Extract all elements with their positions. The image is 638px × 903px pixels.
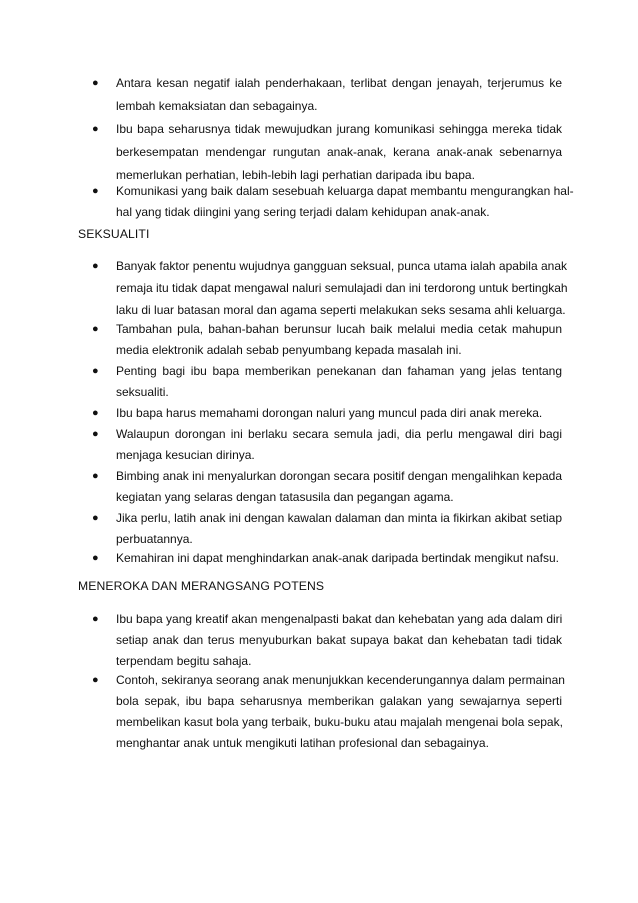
text-line: Ibu bapa seharusnya tidak mewujudkan jurang komunikasi sehingga mereka tidak	[116, 122, 562, 136]
bullet-icon: ●	[92, 323, 99, 335]
text-line: Bimbing anak ini menyalurkan dorongan secara positif dengan mengalihkan kepada	[116, 469, 562, 483]
bullet-icon: ●	[92, 470, 99, 482]
bullet-icon: ●	[92, 613, 99, 625]
text-line: seksualiti.	[116, 385, 169, 399]
text-line: laku di luar batasan moral dan agama seperti melakukan seks sesama ahli keluarga.	[116, 303, 566, 317]
section-heading: SEKSUALITI	[78, 227, 150, 241]
text-line: Ibu bapa harus memahami dorongan naluri yang muncul pada diri anak mereka.	[116, 406, 543, 420]
text-line: menjaga kesucian dirinya.	[116, 448, 255, 462]
text-line: Contoh, sekiranya seorang anak menunjukkan kecenderungannya dalam permainan	[116, 673, 565, 687]
text-line: Jika perlu, latih anak ini dengan kawalan dalaman dan minta ia fikirkan akibat setiap	[116, 511, 562, 525]
text-line: remaja itu tidak dapat mengawal naluri semulajadi dan ini terdorong untuk bertingkah	[116, 281, 568, 295]
text-line: Ibu bapa yang kreatif akan mengenalpasti bakat dan kehebatan yang ada dalam diri	[116, 612, 563, 626]
bullet-icon: ●	[92, 123, 99, 135]
bullet-icon: ●	[92, 407, 99, 419]
bullet-icon: ●	[92, 365, 99, 377]
text-line: hal yang tidak diingini yang sering terjadi dalam kehidupan anak-anak.	[116, 205, 490, 219]
text-line: Kemahiran ini dapat menghindarkan anak-anak daripada bertindak mengikut nafsu.	[116, 551, 559, 565]
text-line: Komunikasi yang baik dalam sesebuah keluarga dapat membantu mengurangkan hal-	[116, 184, 574, 198]
text-line: lembah kemaksiatan dan sebagainya.	[116, 99, 318, 113]
bullet-icon: ●	[92, 185, 99, 197]
text-line: perbuatannya.	[116, 532, 193, 546]
bullet-icon: ●	[92, 674, 99, 686]
text-line: terpendam begitu sahaja.	[116, 654, 252, 668]
bullet-icon: ●	[92, 77, 99, 89]
text-line: Banyak faktor penentu wujudnya gangguan seksual, punca utama ialah apabila anak	[116, 259, 567, 273]
bullet-icon: ●	[92, 552, 99, 564]
text-line: Antara kesan negatif ialah penderhakaan, terlibat dengan jenayah, terjerumus ke	[116, 76, 562, 90]
text-line: kegiatan yang selaras dengan tatasusila dan pegangan agama.	[116, 490, 454, 504]
text-line: memerlukan perhatian, lebih-lebih lagi perhatian daripada ibu bapa.	[116, 168, 475, 182]
text-line: Walaupun dorongan ini berlaku secara semula jadi, dia perlu mengawal diri bagi	[116, 427, 562, 441]
text-line: media elektronik adalah sebab penyumbang kepada masalah ini.	[116, 343, 462, 357]
text-line: berkesempatan mendengar rungutan anak-anak, kerana anak-anak sebenarnya	[116, 145, 562, 159]
text-line: membelikan kasut bola yang terbaik, buku-buku atau majalah mengenai bola sepak,	[116, 715, 563, 729]
bullet-icon: ●	[92, 260, 99, 272]
text-line: bola sepak, ibu bapa seharusnya memberikan galakan yang sewajarnya seperti	[116, 694, 562, 708]
bullet-icon: ●	[92, 428, 99, 440]
section-heading: MENEROKA DAN MERANGSANG POTENS	[78, 579, 325, 593]
bullet-icon: ●	[92, 512, 99, 524]
text-line: setiap anak dan terus menyuburkan bakat supaya bakat dan kehebatan tadi tidak	[116, 633, 562, 647]
text-line: Penting bagi ibu bapa memberikan penekanan dan fahaman yang jelas tentang	[116, 364, 562, 378]
text-line: menghantar anak untuk mengikuti latihan profesional dan sebagainya.	[116, 736, 489, 750]
text-line: Tambahan pula, bahan-bahan berunsur lucah baik melalui media cetak mahupun	[116, 322, 562, 336]
